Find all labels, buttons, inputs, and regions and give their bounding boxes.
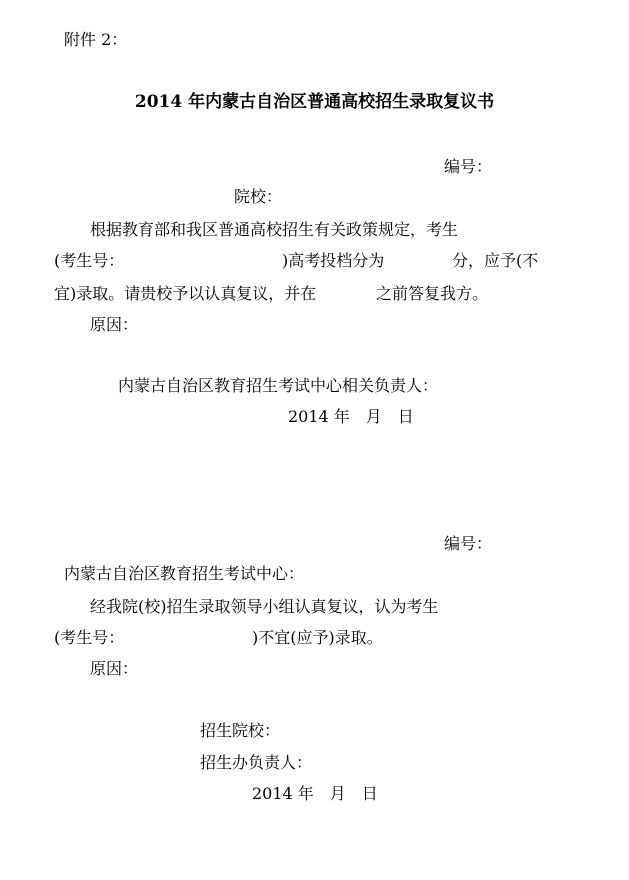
serial-number-label-2: 编号：: [444, 534, 493, 553]
attachment-label: 附件 2：: [64, 30, 128, 49]
addressee-school: 院校：: [234, 187, 283, 206]
body-text-line-1: 根据教育部和我区普通高校招生有关政策规定，考生: [90, 220, 459, 239]
body-text-line-2b: )高考投档分为: [282, 251, 385, 270]
reply-body-line-2a: (考生号：: [54, 628, 125, 647]
reason-label-1: 原因：: [90, 315, 139, 334]
body-text-line-2c: 分，应予(不: [452, 251, 539, 270]
reason-label-2: 原因：: [90, 659, 139, 678]
document-title: 2014 年内蒙古自治区普通高校招生录取复议书: [134, 92, 495, 112]
admission-school-label: 招生院校：: [200, 721, 281, 740]
body-text-line-3b: 之前答复我方。: [376, 284, 489, 303]
admission-officer-label: 招生办负责人：: [200, 753, 313, 772]
date-line-2: 2014 年 月 日: [252, 784, 378, 803]
body-text-line-2a: (考生号：: [54, 251, 125, 270]
reply-body-line-1: 经我院(校)招生录取领导小组认真复议，认为考生: [90, 597, 439, 616]
date-line-1: 2014 年 月 日: [288, 407, 414, 426]
reply-body-line-2b: )不宜(应予)录取。: [252, 628, 383, 647]
signer-label: 内蒙古自治区教育招生考试中心相关负责人：: [118, 376, 439, 395]
serial-number-label-1: 编号：: [444, 157, 493, 176]
body-text-line-3a: 宜)录取。请贵校予以认真复议，并在: [54, 284, 317, 303]
addressee-exam-center: 内蒙古自治区教育招生考试中心：: [64, 564, 305, 583]
